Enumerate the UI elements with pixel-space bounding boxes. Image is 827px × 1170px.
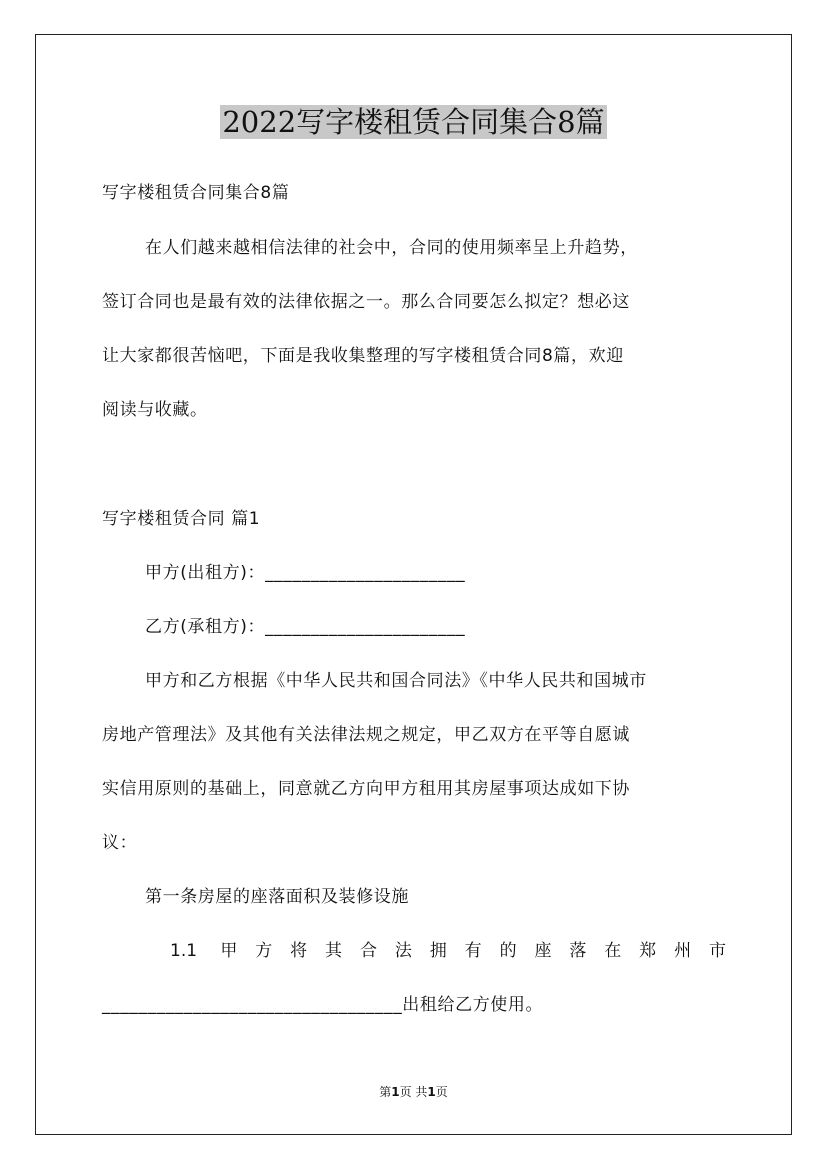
intro-line-2: 签订合同也是最有效的法律依据之一。那么合同要怎么拟定？想必这 <box>102 292 630 312</box>
document-title <box>0 100 827 144</box>
party-a-line: 甲方(出租方)：______________________ <box>145 563 466 583</box>
intro-line-3: 让大家都很苦恼吧，下面是我收集整理的写字楼租赁合同8篇，欢迎 <box>102 346 624 366</box>
agreement-line-4: 议： <box>102 833 138 853</box>
clause-1-1-line-1: 1.1 甲方将其合法拥有的座落在郑州市 <box>170 941 726 961</box>
agreement-line-1: 甲方和乙方根据《中华人民共和国合同法》《中华人民共和国城市 <box>145 671 647 691</box>
footer-mid: 页 共 <box>399 1085 428 1099</box>
intro-line-4: 阅读与收藏。 <box>102 400 208 420</box>
footer-prefix: 第 <box>379 1085 392 1099</box>
party-b-line: 乙方(承租方)：______________________ <box>145 617 466 637</box>
footer-page-number: 1 <box>391 1085 400 1099</box>
document-title-text: 2022写字楼租赁合同集合8篇 <box>222 105 605 139</box>
agreement-line-2: 房地产管理法》及其他有关法律法规之规定，甲乙双方在平等自愿诚 <box>102 725 630 745</box>
footer-suffix: 页 <box>435 1085 448 1099</box>
section-heading: 写字楼租赁合同 篇1 <box>102 509 261 529</box>
page-footer <box>0 1084 827 1100</box>
clause-1-1-line-2: _________________________________出租给乙方使用。 <box>102 995 544 1015</box>
document-subtitle: 写字楼租赁合同集合8篇 <box>102 183 290 203</box>
footer-page-total: 1 <box>427 1085 436 1099</box>
article-1-heading: 第一条房屋的座落面积及装修设施 <box>145 887 409 907</box>
intro-line-1: 在人们越来越相信法律的社会中，合同的使用频率呈上升趋势， <box>145 238 638 258</box>
agreement-line-3: 实信用原则的基础上，同意就乙方向甲方租用其房屋事项达成如下协 <box>102 779 630 799</box>
